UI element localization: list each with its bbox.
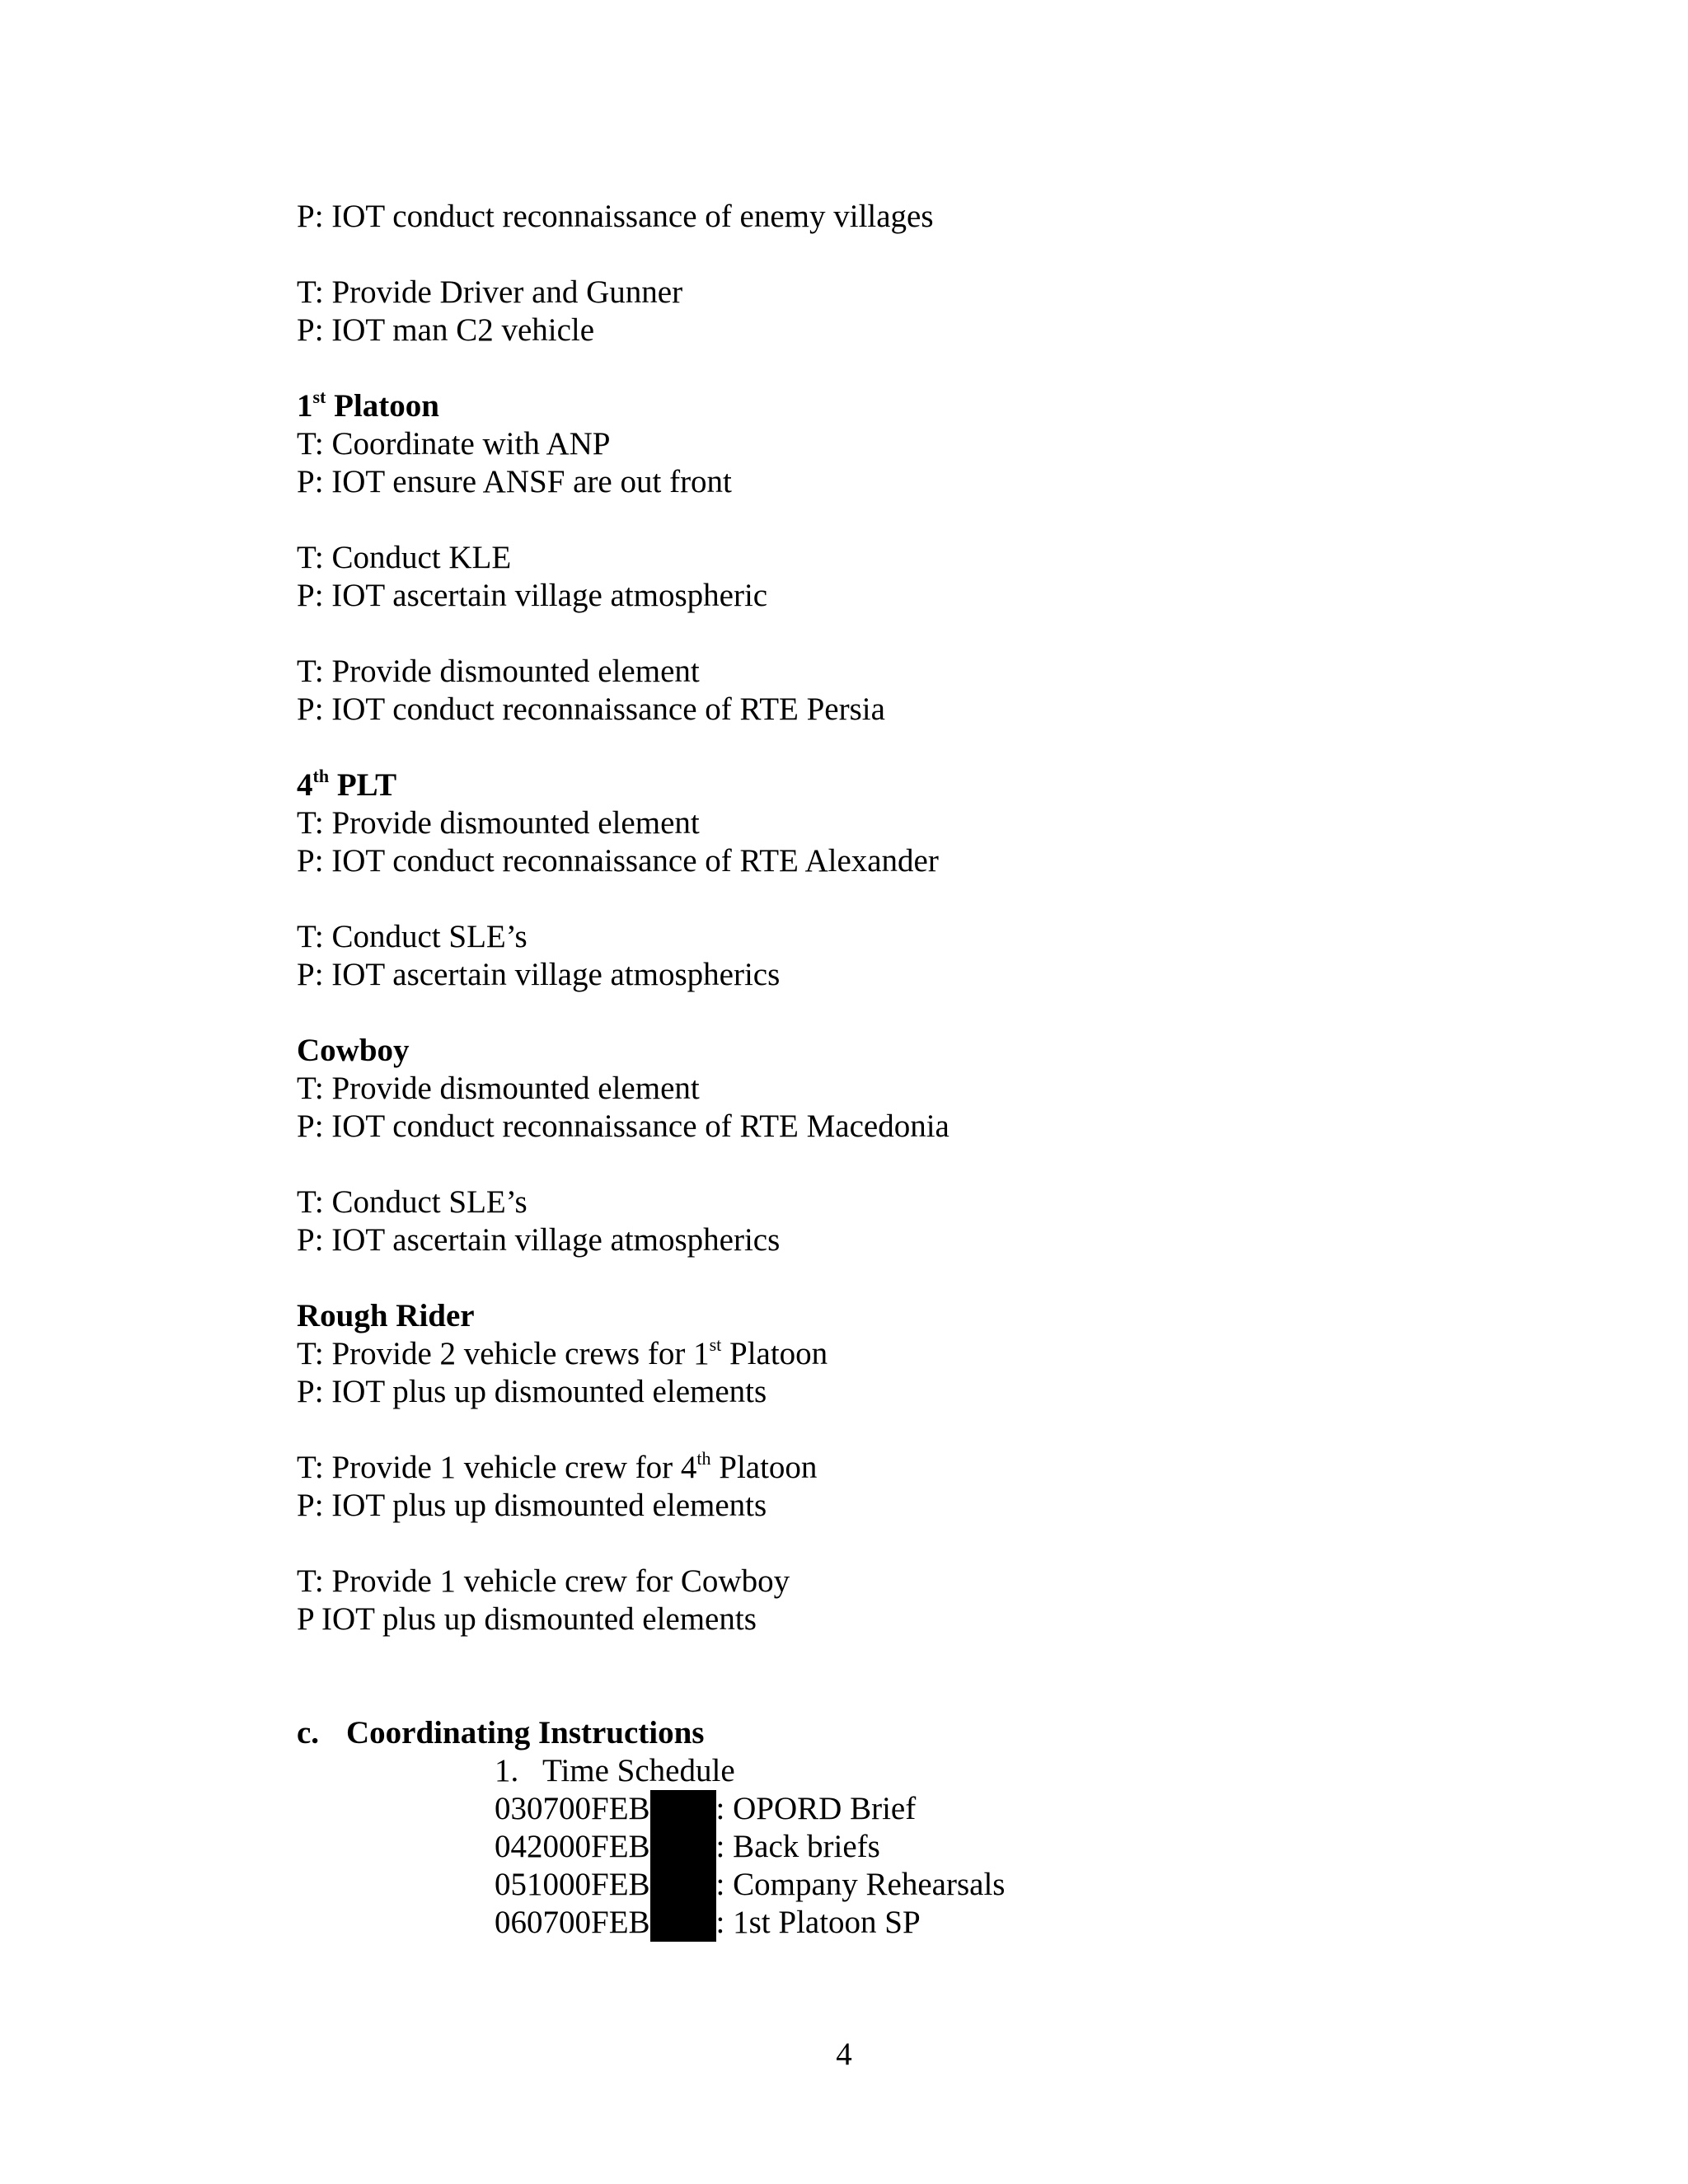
schedule-row: 030700FEB : OPORD Brief (495, 1791, 917, 1826)
section-heading-rough-rider: Rough Rider (297, 1298, 475, 1333)
text-line: P: IOT plus up dismounted elements (297, 1374, 767, 1409)
time-schedule (495, 1752, 1517, 1942)
text-line: P: IOT plus up dismounted elements (297, 1488, 767, 1523)
text-line: P: IOT conduct reconnaissance of RTE Macedonia (297, 1108, 950, 1144)
section-heading-1st-platoon: 1st Platoon (297, 387, 439, 424)
text-line: T: Provide 1 vehicle crew for 4th Platoon (297, 1448, 818, 1485)
section-heading-4th-plt: 4th PLT (297, 766, 397, 803)
text-line: T: Provide dismounted element (297, 805, 700, 841)
text-line: P: IOT ascertain village atmospheric (297, 578, 768, 613)
text-line: P: IOT conduct reconnaissance of RTE Persia (297, 691, 885, 727)
text-line: P: IOT man C2 vehicle (297, 312, 595, 348)
redaction-block (650, 1790, 716, 1828)
redaction-block (650, 1904, 716, 1942)
coordinating-instructions-heading: c. Coordinating Instructions (297, 1715, 705, 1750)
text-line: P: IOT conduct reconnaissance of RTE Alexander (297, 843, 939, 879)
schedule-row: 051000FEB : Company Rehearsals (495, 1867, 1006, 1902)
text-line: P: IOT ensure ANSF are out front (297, 464, 732, 499)
text-line: T: Provide 1 vehicle crew for Cowboy (297, 1563, 790, 1599)
redaction-block (650, 1828, 716, 1866)
text-line: T: Provide dismounted element (297, 1071, 700, 1106)
text-line: P: IOT ascertain village atmospherics (297, 957, 781, 992)
text-line: T: Provide Driver and Gunner (297, 274, 683, 310)
schedule-row: 042000FEB : Back briefs (495, 1829, 880, 1864)
text-line: T: Provide dismounted element (297, 654, 700, 689)
page-number: 4 (836, 2036, 852, 2072)
text-line: P: IOT ascertain village atmospherics (297, 1222, 781, 1258)
text-line: T: Conduct SLE’s (297, 1184, 528, 1220)
schedule-row: 060700FEB : 1st Platoon SP (495, 1905, 921, 1940)
section-heading-cowboy: Cowboy (297, 1033, 410, 1068)
text-line: P: IOT conduct reconnaissance of enemy villages (297, 199, 934, 234)
text-line: T: Conduct KLE (297, 540, 512, 575)
document-body (297, 198, 1517, 1942)
redaction-block (650, 1866, 716, 1904)
text-line: T: Provide 2 vehicle crews for 1st Platoon (297, 1334, 828, 1371)
text-line: T: Conduct SLE’s (297, 919, 528, 954)
text-line: T: Coordinate with ANP (297, 426, 611, 462)
time-schedule-title: 1. Time Schedule (495, 1753, 735, 1788)
text-line: P IOT plus up dismounted elements (297, 1601, 757, 1637)
